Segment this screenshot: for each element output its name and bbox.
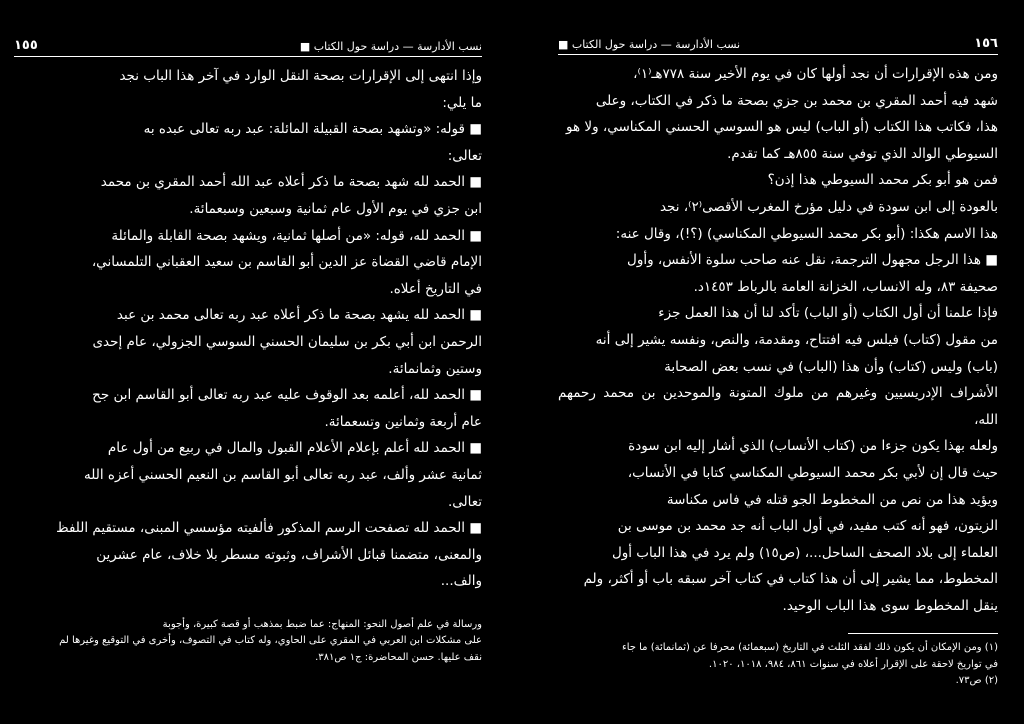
right-footnotes — [558, 640, 998, 690]
text-line: حيث قال إن لأبي بكر محمد السيوطي المكناسي كتابا في الأنساب، — [627, 464, 998, 481]
text-line: صحيفة ٨٣، وله الانساب، الخزانة العامة بالرباط ١٤٥٣د. — [693, 278, 998, 295]
text-line: ويؤيد هذا من نص من المخطوط الجو قتله في فاس مكناسة — [666, 491, 998, 508]
text-line: ولعله بهذا يكون جزءا من (كتاب الأنساب) الذي أشار إليه ابن سودة — [628, 438, 998, 455]
text-line: الزيتون، فهو أنه كتب مفيد، في أول الباب أنه جد محمد بن موسى بن — [617, 518, 998, 535]
footnote-line: على مشكلات ابن العربي في المقري على الحاوي، وله كتاب في التصوف، وأخرى في التوقيع وغيرها لم — [59, 635, 482, 647]
right-body-text — [558, 61, 998, 619]
text-line: السيوطي الوالد الذي توفي سنة ٨٥٥هـ كما تقدم. — [727, 145, 998, 162]
text-line: ■ الحمد لله تصفحت الرسم المذكور فألفيته مؤسسي المبنى، مستقيم اللفظ — [56, 520, 482, 537]
text-line: بالعودة إلى ابن سودة في دليل مؤرخ المغرب الأقصى⁽٢⁾، نجد — [659, 198, 998, 215]
text-line: وإذا انتهى إلى الإقرارات بصحة النقل الوارد في آخر هذا الباب نجد — [119, 68, 482, 84]
text-line: من مقول (كتاب) فيلس فيه افتتاح، ومقدمة، والنص، ونفسه يشير إلى أنه — [595, 331, 998, 348]
footnote-line: (١) ومن الإمكان أن يكون ذلك لفقد الثلث في التاريخ (سبعمائة) محرفا عن (ثمانمائة) ما جاء — [622, 642, 998, 654]
running-head-title: نسب الأدارسة — دراسة حول الكتاب ■ — [299, 40, 482, 53]
running-head-title: نسب الأدارسة — دراسة حول الكتاب ■ — [558, 38, 741, 51]
text-line: ومن هذه الإقرارات أن نجد أولها كان في يوم الأخير سنة ٧٧٨هـ⁽١⁾، — [633, 66, 998, 82]
text-line: ■ هذا الرجل مجهول الترجمة، نقل عنه صاحب سلوة الأنفس، وأول — [627, 252, 998, 269]
page-number: ١٥٥ — [14, 38, 38, 53]
text-line: ■ الحمد لله، قوله: «من أصلها ثمانية، ويشهد بصحة القابلة والمائلة — [111, 227, 482, 244]
footnote-line: (٢) ص٧٣. — [955, 675, 998, 687]
footnote-separator — [848, 633, 998, 634]
right-running-head — [558, 36, 998, 55]
text-line: ما يلي: — [442, 94, 482, 111]
text-line: هذا الاسم هكذا: (أبو بكر محمد السيوطي المكناسي) (؟!)، وقال عنه: — [615, 225, 998, 242]
text-line: والف... — [440, 573, 482, 590]
footnote-line: نقف عليها. حسن المحاضرة: ج١ ص٣٨١. — [315, 651, 482, 663]
left-running-head — [14, 38, 482, 57]
text-line: ابن جزي في يوم الأول عام ثمانية وسبعين وسبعمائة. — [189, 200, 482, 217]
text-line: ■ الحمد لله يشهد بصحة ما ذكر أعلاه عبد ربه تعالى محمد بن عبد — [116, 307, 482, 324]
text-line: الرحمن ابن أبي بكر بن سليمان الحسني السوسي الجزولي، عام إحدى — [92, 333, 482, 350]
text-line: ثمانية عشر وألف، عبد ربه تعالى أبو القاسم بن النعيم الحسني أعزه الله — [84, 466, 482, 483]
left-body-text — [14, 63, 482, 595]
text-line: شهد فيه أحمد المقري بن محمد بن جزي بصحة ما ذكر في الكتاب، وعلى — [595, 92, 998, 109]
right-book-page — [512, 0, 1024, 724]
text-line: ■ الحمد لله، أعلمه بعد الوقوف عليه عبد ربه تعالى أبو القاسم ابن جح — [92, 387, 482, 404]
text-line: ■ الحمد لله شهد بصحة ما ذكر أعلاه عبد الله أحمد المقري بن محمد — [100, 174, 482, 191]
text-line: (باب) وليس (كتاب) وأن هذا (الباب) في نسب بعض الصحابة — [664, 358, 998, 375]
text-line: تعالى: — [447, 147, 482, 164]
text-line: ■ الحمد لله أعلم بإعلام الأعلام القبول والمال في ربيع من أول عام — [107, 440, 482, 457]
text-line: فإذا علمنا أن أول الكتاب (أو الباب) تأكد لنا أن هذا العمل جزء — [658, 305, 998, 322]
footnote-line: ورسالة في علم أصول النحو: المنهاج: عما ضبط بمذهب أو قصة كبيرة، وأجوبة — [162, 618, 482, 630]
text-line: هذا، فكاتب هذا الكتاب (أو الباب) ليس هو السوسي الحسني المكناسي، ولا هو — [565, 119, 998, 136]
text-line: ينقل المخطوط سوى هذا الباب الوحيد. — [782, 597, 998, 614]
footnote-line: في تواريخ لاحقة على الإقرار أعلاه في سنوات ٨٦١، ٩٨٤، ١٠١٨، ١٠٢٠. — [708, 658, 998, 670]
text-line: المخطوط، مما يشير إلى أن هذا كتاب في كتاب آخر سبقه باب أو أكثر، ولم — [583, 571, 998, 588]
text-line: ■ قوله: «وتشهد بصحة القبيلة المائلة: عبد ربه تعالى عبده به — [143, 121, 482, 138]
text-line: فمن هو أبو بكر محمد السيوطي هذا إذن؟ — [767, 172, 998, 189]
text-line: في التاريخ أعلاه. — [389, 280, 482, 297]
text-line: تعالى. — [447, 493, 482, 510]
text-line: الإمام قاضي القضاة عز الدين أبو القاسم بن سعيد العقباني التلمساني، — [91, 254, 482, 271]
text-line: والمعنى، متضمنا قبائل الأشراف، وثبوته مسطر بلا خلاف، عام عشرين — [96, 546, 482, 563]
text-line: وستين وثمانمائة. — [388, 360, 482, 377]
text-line: الأشراف الإدريسيين وغيرهم من ملوك المتونة والموحدين بن محمد رحمهم الله، — [558, 385, 998, 428]
text-line: عام أربعة وثمانين وتسعمائة. — [324, 413, 482, 430]
text-line: العلماء إلى بلاد الصحف الساحل...، (ص١٥) ولم يرد في هذا الباب أول — [611, 544, 998, 561]
left-footnotes — [14, 617, 482, 667]
page-number: ١٥٦ — [974, 36, 998, 51]
